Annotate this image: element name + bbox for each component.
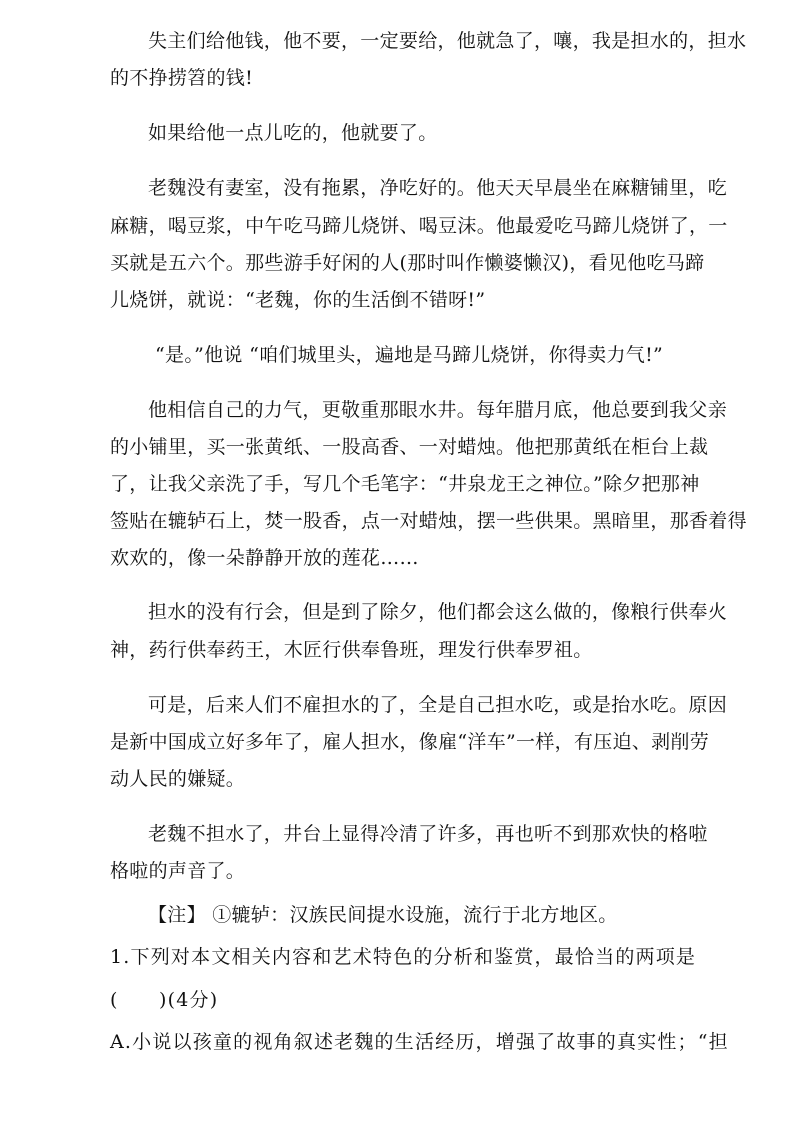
text-line: “是。”他说 “咱们城里头，遍地是马蹄儿烧饼，你得卖力气!” — [155, 344, 664, 366]
text-line: 是新中国成立好多年了，雇人担水，像雇“洋车”一样，有压迫、剥削劳 — [110, 731, 710, 753]
text-line: 可是，后来人们不雇担水的了，全是自己担水吃，或是抬水吃。原因 — [148, 694, 728, 716]
text-line: 麻糖，喝豆浆，中午吃马蹄儿烧饼、喝豆沫。他最爱吃马蹄儿烧饼了，一 — [110, 215, 728, 237]
question-line: ( )(4分) — [110, 989, 219, 1011]
text-line: 的小铺里，买一张黄纸、一股高香、一对蜡烛。他把那黄纸在柜台上裁 — [110, 436, 709, 458]
text-line: 如果给他一点儿吃的，他就要了。 — [148, 122, 438, 144]
text-line: 欢欢的，像一朵静静开放的莲花…… — [110, 547, 419, 569]
text-line: 儿烧饼，就说：“老魏，你的生活倒不错呀!” — [110, 289, 486, 311]
text-line: 格啦的声音了。 — [110, 860, 246, 882]
question-line: 1.下列对本文相关内容和艺术特色的分析和鉴赏，最恰当的两项是 — [110, 946, 697, 968]
text-line: 失主们给他钱，他不要，一定要给，他就急了，嚷，我是担水的，担水 — [148, 30, 747, 52]
text-line: 他相信自己的力气，更敬重那眼水井。每年腊月底，他总要到我父亲 — [148, 399, 728, 421]
text-line: 了，让我父亲洗了手，写几个毛笔字：“井泉龙王之神位。”除夕把那神 — [110, 473, 700, 495]
text-line: 的不挣捞笤的钱! — [110, 67, 254, 89]
text-line: 神，药行供奉药王，木匠行供奉鲁班，理发行供奉罗祖。 — [110, 639, 593, 661]
text-line: 老魏不担水了，井台上显得冷清了许多，再也听不到那欢快的格啦 — [148, 823, 708, 845]
option-line: A.小说以孩童的视角叙述老魏的生活经历，增强了故事的真实性；“担 — [110, 1031, 729, 1053]
text-line: 担水的没有行会，但是到了除夕，他们都会这么做的，像粮行供奉火 — [148, 601, 728, 623]
text-line: 动人民的嫌疑。 — [110, 768, 246, 790]
text-line: 签贴在辘轳石上，焚一股香，点一对蜡烛，摆一些供果。黑暗里，那香着得 — [110, 510, 747, 532]
text-line: 买就是五六个。那些游手好闲的人(那时叫作懒婆懒汉)，看见他吃马蹄 — [110, 252, 705, 274]
note-line: 【注】 ①辘轳：汉族民间提水设施，流行于北方地区。 — [148, 904, 618, 926]
text-line: 老魏没有妻室，没有拖累，净吃好的。他天天早晨坐在麻糖铺里，吃 — [148, 177, 728, 199]
